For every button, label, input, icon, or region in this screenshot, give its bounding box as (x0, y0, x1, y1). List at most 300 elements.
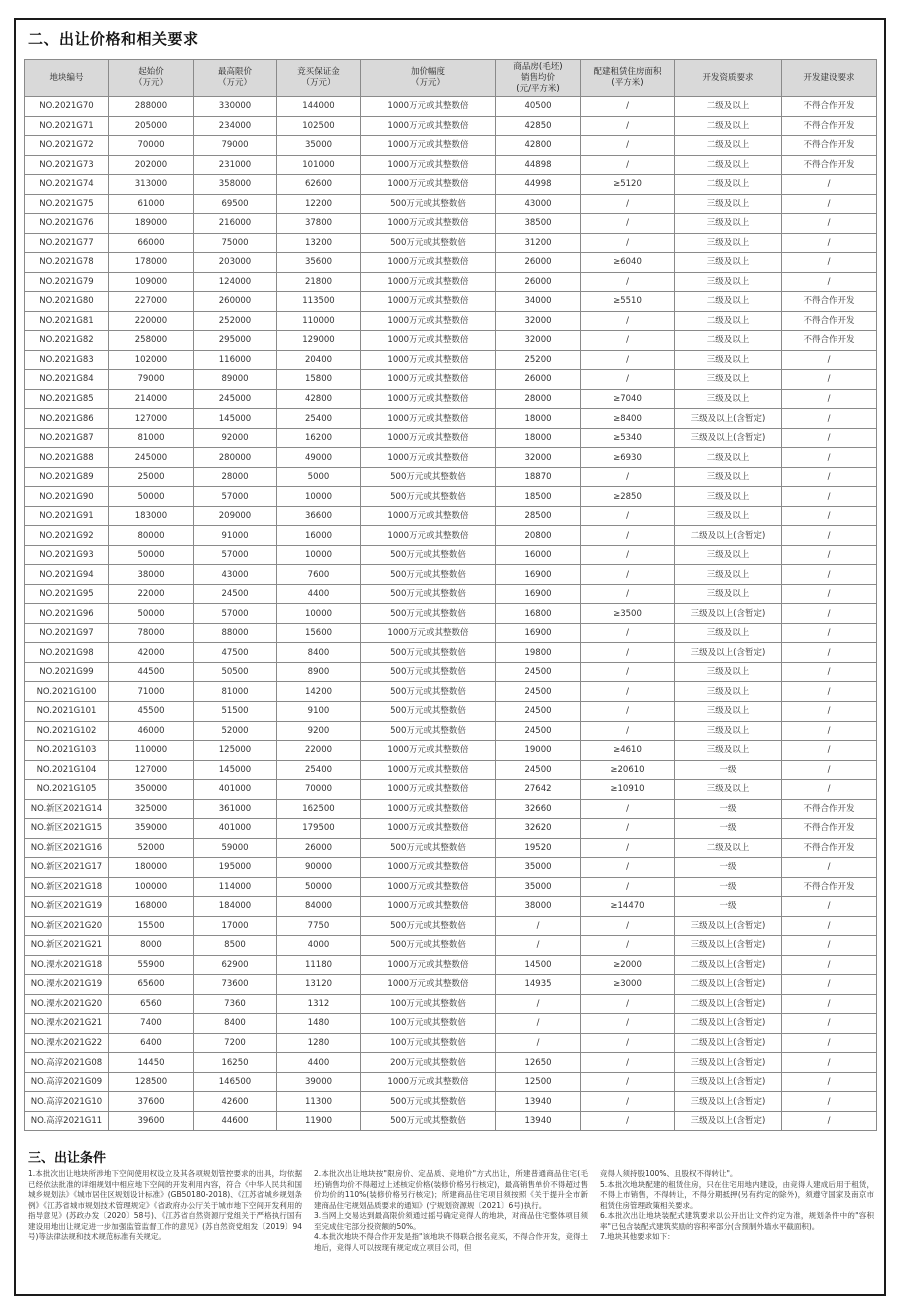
table-cell: 三级及以上 (675, 214, 782, 234)
table-cell: 4000 (277, 936, 361, 956)
table-cell: / (782, 1092, 877, 1112)
table-cell: 500万元或其整数倍 (361, 233, 496, 253)
table-cell: 不得合作开发 (782, 799, 877, 819)
table-cell: 5000 (277, 467, 361, 487)
table-cell: 38000 (496, 897, 581, 917)
table-cell: 6560 (109, 994, 194, 1014)
table-cell: 21800 (277, 272, 361, 292)
table-cell: 1000万元或其整数倍 (361, 136, 496, 156)
table-cell: 二级及以上(含暂定) (675, 526, 782, 546)
table-cell: / (782, 701, 877, 721)
table-cell: 三级及以上 (675, 701, 782, 721)
table-cell: NO.2021G82 (25, 331, 109, 351)
table-row (25, 819, 877, 839)
table-cell: 500万元或其整数倍 (361, 916, 496, 936)
table-cell: NO.2021G76 (25, 214, 109, 234)
table-cell: 116000 (194, 350, 277, 370)
table-cell: 89000 (194, 370, 277, 390)
table-cell: NO.2021G85 (25, 389, 109, 409)
table-cell: 三级及以上 (675, 506, 782, 526)
column-header: 开发建设要求 (782, 60, 877, 97)
table-cell: / (782, 545, 877, 565)
table-cell: 110000 (109, 741, 194, 761)
table-cell: 144000 (277, 97, 361, 117)
table-cell: 47500 (194, 643, 277, 663)
table-cell: 220000 (109, 311, 194, 331)
table-cell: / (581, 1033, 675, 1053)
column-header: 商品房(毛坯) 销售均价 (元/平方米) (496, 60, 581, 97)
table-cell: / (581, 331, 675, 351)
table-cell: 1000万元或其整数倍 (361, 1072, 496, 1092)
table-cell: 16900 (496, 584, 581, 604)
table-cell: 252000 (194, 311, 277, 331)
table-row (25, 311, 877, 331)
table-cell: 145000 (194, 760, 277, 780)
table-cell: 28000 (496, 389, 581, 409)
table-cell: 13940 (496, 1092, 581, 1112)
table-cell: ≥5510 (581, 292, 675, 312)
table-cell: 1000万元或其整数倍 (361, 955, 496, 975)
table-cell: NO.新区2021G19 (25, 897, 109, 917)
table-cell: 12650 (496, 1053, 581, 1073)
section2-title: 二、出让价格和相关要求 (28, 30, 199, 48)
table-cell: 16800 (496, 604, 581, 624)
table-cell: 57000 (194, 545, 277, 565)
table-cell: 12200 (277, 194, 361, 214)
table-cell: / (581, 584, 675, 604)
table-header (25, 60, 877, 97)
table-cell: 三级及以上 (675, 623, 782, 643)
table-cell: 39600 (109, 1111, 194, 1131)
table-cell: NO.2021G80 (25, 292, 109, 312)
table-cell: 109000 (109, 272, 194, 292)
table-cell: 32000 (496, 448, 581, 468)
table-cell: 330000 (194, 97, 277, 117)
table-cell: NO.2021G91 (25, 506, 109, 526)
table-cell: 500万元或其整数倍 (361, 1111, 496, 1131)
table-cell: / (782, 389, 877, 409)
table-cell: / (581, 994, 675, 1014)
table-cell: 16200 (277, 428, 361, 448)
table-row (25, 565, 877, 585)
table-cell: 184000 (194, 897, 277, 917)
table-cell: 128500 (109, 1072, 194, 1092)
condition-column-3 (600, 1169, 874, 1243)
table-cell: 二级及以上 (675, 331, 782, 351)
table-cell: 16250 (194, 1053, 277, 1073)
table-body (25, 97, 877, 1131)
table-cell: ≥3500 (581, 604, 675, 624)
table-cell: / (581, 272, 675, 292)
table-cell: 100万元或其整数倍 (361, 1014, 496, 1034)
table-cell: 二级及以上(含暂定) (675, 1014, 782, 1034)
table-row (25, 506, 877, 526)
column-header: 加价幅度 （万元） (361, 60, 496, 97)
table-cell: 59000 (194, 838, 277, 858)
table-cell: 1000万元或其整数倍 (361, 272, 496, 292)
table-cell: 43000 (194, 565, 277, 585)
table-cell: 114000 (194, 877, 277, 897)
table-cell: 14200 (277, 682, 361, 702)
table-cell: 三级及以上 (675, 194, 782, 214)
table-cell: / (581, 1053, 675, 1073)
table-cell: 不得合作开发 (782, 292, 877, 312)
table-cell: 62900 (194, 955, 277, 975)
table-cell: / (581, 214, 675, 234)
table-cell: 16900 (496, 565, 581, 585)
table-cell: / (581, 565, 675, 585)
table-cell: / (782, 994, 877, 1014)
table-cell: NO.2021G102 (25, 721, 109, 741)
table-cell: 24500 (496, 662, 581, 682)
table-cell: 三级及以上(含暂定) (675, 1053, 782, 1073)
table-cell: 不得合作开发 (782, 97, 877, 117)
table-row (25, 780, 877, 800)
table-cell: 7750 (277, 916, 361, 936)
table-cell: 34000 (496, 292, 581, 312)
table-row (25, 175, 877, 195)
table-cell: 52000 (194, 721, 277, 741)
table-cell: NO.新区2021G18 (25, 877, 109, 897)
table-cell: 25200 (496, 350, 581, 370)
table-cell: / (782, 467, 877, 487)
table-cell: 1000万元或其整数倍 (361, 97, 496, 117)
table-cell: 16000 (496, 545, 581, 565)
table-cell: 179500 (277, 819, 361, 839)
table-cell: NO.2021G71 (25, 116, 109, 136)
table-cell: / (581, 1111, 675, 1131)
table-cell: 4400 (277, 1053, 361, 1073)
table-cell: / (782, 253, 877, 273)
table-cell: / (782, 233, 877, 253)
table-row (25, 428, 877, 448)
table-cell: / (782, 194, 877, 214)
table-cell: 78000 (109, 623, 194, 643)
table-cell: 79000 (194, 136, 277, 156)
table-cell: / (581, 194, 675, 214)
table-cell: 500万元或其整数倍 (361, 682, 496, 702)
table-row (25, 897, 877, 917)
table-cell: 361000 (194, 799, 277, 819)
table-row (25, 584, 877, 604)
table-cell: 127000 (109, 409, 194, 429)
table-cell: NO.2021G79 (25, 272, 109, 292)
table-cell: NO.新区2021G20 (25, 916, 109, 936)
table-cell: 183000 (109, 506, 194, 526)
table-cell: 18000 (496, 409, 581, 429)
table-cell: 19520 (496, 838, 581, 858)
table-cell: NO.新区2021G15 (25, 819, 109, 839)
table-cell: 57000 (194, 487, 277, 507)
table-cell: / (581, 545, 675, 565)
table-cell: NO.新区2021G16 (25, 838, 109, 858)
table-row (25, 662, 877, 682)
table-cell: 三级及以上 (675, 370, 782, 390)
table-cell: / (782, 175, 877, 195)
table-cell: 28500 (496, 506, 581, 526)
table-cell: / (782, 760, 877, 780)
table-row (25, 467, 877, 487)
table-cell: ≥2850 (581, 487, 675, 507)
table-cell: 65600 (109, 975, 194, 995)
table-cell: 1000万元或其整数倍 (361, 311, 496, 331)
table-cell: 42850 (496, 116, 581, 136)
table-cell: 81000 (109, 428, 194, 448)
column-header: 竞买保证金 （万元） (277, 60, 361, 97)
table-cell: / (782, 370, 877, 390)
condition-text-3: 竞得人须持股100%、且股权不得转让"。 5.本批次地块配建的租赁住房，只在住宅用地内建设，由竞得人建成后用于租赁，不得上市销售，不得转让，不得分期抵押(另有约定的除外)，须遵守国家及南京市租赁住房管理政策相关要求。 6.本批次出让地块装配式建筑要求以公开出让文件约定为准，规划条件中的"容积率"已包含装配式建筑奖励的容积率部分(含预制外墙水平截面积)。 7.地块其他要求如下： (600, 1169, 874, 1241)
table-cell: 216000 (194, 214, 277, 234)
table-cell: 三级及以上(含暂定) (675, 936, 782, 956)
table-cell: NO.2021G87 (25, 428, 109, 448)
table-cell: 35000 (496, 877, 581, 897)
condition-text-1: 1.本批次出让地块所涉地下空间使用权设立及其各项规划管控要求的出具，均依据已经依法批准的详细规划中相应地下空间的开发利用内容，符合《中华人民共和国城乡规划法》《城市居住区规划设计标准》(GB50180-2018)、《江苏省城乡规划条例》《江苏省城市规划技术管理规定》《省政府办公厅关于城市地下空间开发利用的指导意见》(苏政办发〔2020〕58号)、《江苏省自然资源厅党组关于严格执行国有建设用地出让规定进一步加强监管监督工作的意见》(苏自然资党组发〔2019〕94号)等法律法规和技术规范标准有关规定。 (28, 1169, 302, 1241)
table-cell: 44600 (194, 1111, 277, 1131)
table-cell: NO.2021G75 (25, 194, 109, 214)
table-cell: 16900 (496, 623, 581, 643)
table-row (25, 701, 877, 721)
table-cell: 二级及以上 (675, 116, 782, 136)
table-cell: NO.2021G100 (25, 682, 109, 702)
table-row (25, 877, 877, 897)
table-cell: 24500 (496, 682, 581, 702)
table-cell: NO.溧水2021G21 (25, 1014, 109, 1034)
table-cell: 113500 (277, 292, 361, 312)
table-cell: 260000 (194, 292, 277, 312)
table-cell: / (782, 955, 877, 975)
table-cell: NO.新区2021G17 (25, 858, 109, 878)
table-cell: 1000万元或其整数倍 (361, 214, 496, 234)
table-cell: 45500 (109, 701, 194, 721)
table-cell: 三级及以上(含暂定) (675, 604, 782, 624)
table-cell: / (782, 565, 877, 585)
table-cell: / (581, 819, 675, 839)
table-cell: NO.溧水2021G18 (25, 955, 109, 975)
table-cell: ≥10910 (581, 780, 675, 800)
table-row (25, 370, 877, 390)
table-row (25, 721, 877, 741)
table-cell: NO.溧水2021G19 (25, 975, 109, 995)
table-row (25, 448, 877, 468)
table-cell: 24500 (496, 721, 581, 741)
table-cell: 50000 (109, 487, 194, 507)
table-cell: 1000万元或其整数倍 (361, 506, 496, 526)
table-cell: 1000万元或其整数倍 (361, 819, 496, 839)
table-cell: NO.高淳2021G11 (25, 1111, 109, 1131)
table-cell: 不得合作开发 (782, 877, 877, 897)
table-cell: 55900 (109, 955, 194, 975)
table-cell: NO.2021G97 (25, 623, 109, 643)
table-cell: / (581, 799, 675, 819)
table-cell: / (782, 604, 877, 624)
table-row (25, 194, 877, 214)
table-row (25, 350, 877, 370)
table-cell: 1000万元或其整数倍 (361, 253, 496, 273)
table-cell: NO.2021G77 (25, 233, 109, 253)
table-cell: / (782, 506, 877, 526)
table-cell: / (782, 487, 877, 507)
table-cell: 189000 (109, 214, 194, 234)
table-cell: 500万元或其整数倍 (361, 1092, 496, 1112)
table-cell: NO.2021G78 (25, 253, 109, 273)
table-cell: 42600 (194, 1092, 277, 1112)
table-cell: 三级及以上(含暂定) (675, 916, 782, 936)
table-cell: / (782, 780, 877, 800)
table-cell: 11300 (277, 1092, 361, 1112)
table-row (25, 994, 877, 1014)
table-cell: ≥20610 (581, 760, 675, 780)
table-cell: 1000万元或其整数倍 (361, 877, 496, 897)
table-cell: 三级及以上 (675, 389, 782, 409)
table-cell: 258000 (109, 331, 194, 351)
table-cell: 12500 (496, 1072, 581, 1092)
table-cell: 三级及以上(含暂定) (675, 409, 782, 429)
table-cell: NO.2021G92 (25, 526, 109, 546)
table-cell: 1000万元或其整数倍 (361, 448, 496, 468)
table-cell: 280000 (194, 448, 277, 468)
table-cell: 1000万元或其整数倍 (361, 370, 496, 390)
table-cell: NO.高淳2021G10 (25, 1092, 109, 1112)
table-cell: / (581, 1092, 675, 1112)
table-cell: 一级 (675, 897, 782, 917)
table-cell: 100万元或其整数倍 (361, 1033, 496, 1053)
table-cell: 162500 (277, 799, 361, 819)
table-cell: 146500 (194, 1072, 277, 1092)
table-row (25, 604, 877, 624)
table-cell: 三级及以上 (675, 545, 782, 565)
table-cell: 245000 (109, 448, 194, 468)
table-cell: 7600 (277, 565, 361, 585)
table-cell: 44898 (496, 155, 581, 175)
table-cell: 102000 (109, 350, 194, 370)
table-cell: 三级及以上 (675, 584, 782, 604)
table-row (25, 409, 877, 429)
table-cell: 8400 (277, 643, 361, 663)
table-cell: 7200 (194, 1033, 277, 1053)
table-cell: 8500 (194, 936, 277, 956)
table-row (25, 526, 877, 546)
table-cell: 7360 (194, 994, 277, 1014)
table-cell: / (782, 584, 877, 604)
column-header: 最高限价 （万元） (194, 60, 277, 97)
table-cell: 129000 (277, 331, 361, 351)
table-cell: 1000万元或其整数倍 (361, 389, 496, 409)
table-cell: ≥14470 (581, 897, 675, 917)
table-cell: 二级及以上 (675, 175, 782, 195)
table-cell: / (581, 877, 675, 897)
table-cell: 500万元或其整数倍 (361, 721, 496, 741)
table-row (25, 975, 877, 995)
table-cell: / (581, 467, 675, 487)
table-row (25, 741, 877, 761)
table-cell: 24500 (496, 701, 581, 721)
table-cell: 二级及以上 (675, 311, 782, 331)
table-cell: 不得合作开发 (782, 116, 877, 136)
table-cell: 234000 (194, 116, 277, 136)
table-cell: 1312 (277, 994, 361, 1014)
table-cell: NO.2021G84 (25, 370, 109, 390)
table-cell: ≥6930 (581, 448, 675, 468)
table-cell: NO.2021G88 (25, 448, 109, 468)
table-cell: 10000 (277, 487, 361, 507)
table-cell: 125000 (194, 741, 277, 761)
table-cell: 一级 (675, 877, 782, 897)
table-cell: ≥7040 (581, 389, 675, 409)
table-cell: / (581, 155, 675, 175)
table-cell: 32000 (496, 331, 581, 351)
table-cell: 42800 (496, 136, 581, 156)
table-cell: 4400 (277, 584, 361, 604)
table-cell: 二级及以上(含暂定) (675, 1033, 782, 1053)
table-cell: NO.新区2021G21 (25, 936, 109, 956)
table-cell: / (496, 1014, 581, 1034)
table-cell: 27642 (496, 780, 581, 800)
table-cell: / (782, 526, 877, 546)
table-cell: 202000 (109, 155, 194, 175)
table-cell: 不得合作开发 (782, 819, 877, 839)
table-row (25, 643, 877, 663)
table-cell: ≥3000 (581, 975, 675, 995)
table-cell: 227000 (109, 292, 194, 312)
table-cell: 1000万元或其整数倍 (361, 741, 496, 761)
table-cell: NO.2021G90 (25, 487, 109, 507)
table-cell: NO.2021G74 (25, 175, 109, 195)
table-cell: 75000 (194, 233, 277, 253)
table-row (25, 155, 877, 175)
table-cell: NO.2021G83 (25, 350, 109, 370)
land-price-table (24, 59, 877, 1131)
table-cell: 500万元或其整数倍 (361, 565, 496, 585)
table-cell: 71000 (109, 682, 194, 702)
table-cell: NO.2021G104 (25, 760, 109, 780)
table-cell: 38000 (109, 565, 194, 585)
table-cell: 26000 (277, 838, 361, 858)
table-cell: 不得合作开发 (782, 838, 877, 858)
table-cell: 124000 (194, 272, 277, 292)
table-cell: 313000 (109, 175, 194, 195)
table-cell: 22000 (277, 741, 361, 761)
table-cell: 203000 (194, 253, 277, 273)
table-cell: 二级及以上(含暂定) (675, 975, 782, 995)
table-cell: NO.高淳2021G09 (25, 1072, 109, 1092)
table-cell: 8400 (194, 1014, 277, 1034)
table-cell: 500万元或其整数倍 (361, 487, 496, 507)
table-row (25, 233, 877, 253)
table-cell: 不得合作开发 (782, 311, 877, 331)
table-cell: NO.新区2021G14 (25, 799, 109, 819)
column-header: 配建租赁住房面积 (平方米) (581, 60, 675, 97)
table-row (25, 331, 877, 351)
table-cell: 62600 (277, 175, 361, 195)
table-row (25, 487, 877, 507)
table-cell: 三级及以上(含暂定) (675, 1092, 782, 1112)
table-cell: 401000 (194, 780, 277, 800)
table-cell: 三级及以上 (675, 233, 782, 253)
table-cell: 32620 (496, 819, 581, 839)
table-cell: 9200 (277, 721, 361, 741)
table-cell: ≥5340 (581, 428, 675, 448)
table-cell: 195000 (194, 858, 277, 878)
table-cell: 35000 (277, 136, 361, 156)
table-cell: 二级及以上 (675, 155, 782, 175)
table-cell: 1000万元或其整数倍 (361, 623, 496, 643)
table-cell: 100万元或其整数倍 (361, 994, 496, 1014)
table-cell: / (782, 858, 877, 878)
table-cell: 8000 (109, 936, 194, 956)
column-header: 地块编号 (25, 60, 109, 97)
table-cell: NO.高淳2021G08 (25, 1053, 109, 1073)
column-header: 开发资质要求 (675, 60, 782, 97)
